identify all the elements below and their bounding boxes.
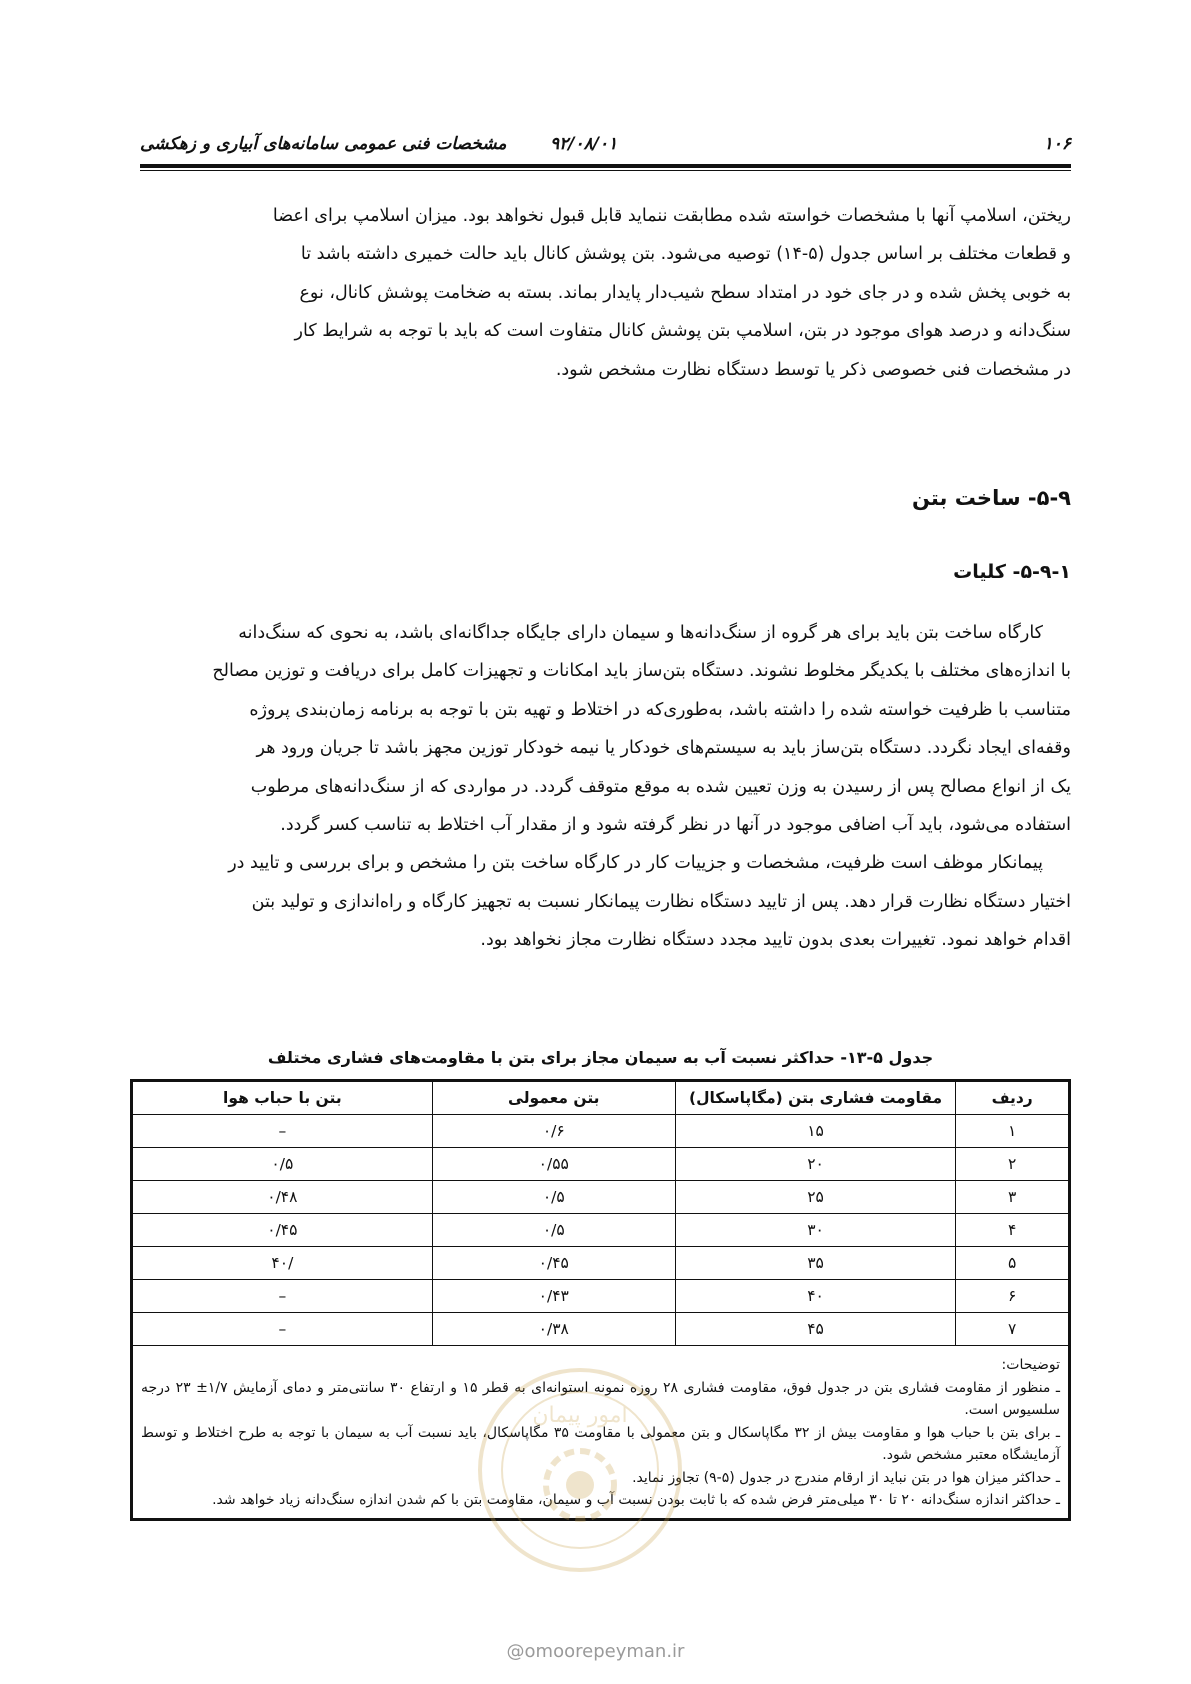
table-caption: جدول ۵-۱۳- حداکثر نسبت آب به سیمان مجاز برای بتن با مقاومت‌های فشاری مختلف — [267, 1048, 934, 1067]
table-row — [133, 1280, 1068, 1313]
table-cell: ۴۰ — [675, 1280, 956, 1313]
table-cell: ۰/۴۳ — [432, 1280, 675, 1313]
text-line: وقفه‌ای ایجاد نگردد. دستگاه بتن‌ساز باید به سیستم‌های خودکار یا نیمه خودکار توزین مجهز باشد تا جریان ورود هر — [256, 738, 1071, 759]
table-row — [133, 1247, 1068, 1280]
table-cell: ۳ — [956, 1181, 1068, 1214]
table-cell: ۰/۵ — [432, 1181, 675, 1214]
footer-url-text: omoorepeyman.ir — [524, 1641, 685, 1662]
table-cell: ۲ — [956, 1148, 1068, 1181]
table-cell: ۰/۶ — [432, 1115, 675, 1148]
table-cell: ۰/۴۵ — [432, 1247, 675, 1280]
table-cell: ۰/۴۵ — [133, 1214, 432, 1247]
text-line: و قطعات مختلف بر اساس جدول (۵-۱۴) توصیه می‌شود. بتن پوشش کانال باید حالت خمیری داشته باشد تا — [300, 244, 1071, 265]
text-line: متناسب با ظرفیت خواسته شده را داشته باشد، به‌طوری‌که در اختلاط و تهیه بتن با توجه به برنامه زمان‌بندی پروژه — [249, 699, 1071, 720]
table-cell: ۳۰ — [675, 1214, 956, 1247]
table-cell: ۰/۳۸ — [432, 1313, 675, 1346]
table-cell: ۲۰ — [675, 1148, 956, 1181]
notes-title: توضیحات: — [1001, 1357, 1060, 1373]
header-date: ۹۲/۰۸/۰۱ — [550, 134, 618, 154]
body-paragraph — [140, 614, 1071, 960]
table-row — [133, 1115, 1068, 1148]
table-cell: ۶ — [956, 1280, 1068, 1313]
footer-url — [0, 1641, 1191, 1662]
text-line: ریختن، اسلامپ آنها با مشخصات خواسته شده مطابقت ننماید قابل قبول نخواهد بود. میزان اسلامپ برای اعضا — [272, 206, 1071, 226]
table-row — [133, 1214, 1068, 1247]
table-cell: /۴۰ — [133, 1247, 432, 1280]
table-cell: ۱ — [956, 1115, 1068, 1148]
table-cell: ۵ — [956, 1247, 1068, 1280]
page-header — [140, 128, 1071, 164]
text-line: اقدام خواهد نمود. تغییرات بعدی بدون تایید مجدد دستگاه نظارت مجاز نخواهد بود. — [480, 930, 1071, 951]
header-title: مشخصات فنی عمومی سامانه‌های آبیاری و زهکشی — [140, 134, 507, 154]
table-cell: – — [133, 1280, 432, 1313]
text-line: استفاده می‌شود، باید آب اضافی موجود در آنها در نظر گرفته شود و از مقدار آب اختلاط به تناسب کسر گردد. — [280, 815, 1071, 836]
header-cell: ردیف — [956, 1082, 1068, 1115]
table-cell: ۰/۵۵ — [432, 1148, 675, 1181]
intro-paragraph — [140, 197, 1071, 389]
watermark-logo — [470, 1360, 690, 1580]
table-cell: ۳۵ — [675, 1247, 956, 1280]
table-cell: ۱۵ — [675, 1115, 956, 1148]
table-cell: ۰/۴۸ — [133, 1181, 432, 1214]
note-item: ـ برای بتن با حباب هوا و مقاومت بیش از ۳۲ مگاپاسکال و بتن معمولی با مقاومت ۳۵ مگاپاسکال، باید نسبت آب به سیمان با توجه به طرح اختلاط و توسط آزمایشگاه معتبر مشخص شود. — [141, 1424, 1061, 1463]
table-cell: ۲۵ — [675, 1181, 956, 1214]
text-line: به خوبی پخش شده و در جای خود در امتداد سطح شیب‌دار پایدار بماند. بسته به ضخامت پوشش کانال، نوع — [299, 282, 1071, 303]
table-cell: ۴۵ — [675, 1313, 956, 1346]
note-item: ـ حداکثر میزان هوا در بتن نباید از ارقام مندرج در جدول (۵-۹) تجاوز نماید. — [632, 1469, 1060, 1486]
table-cell: ۷ — [956, 1313, 1068, 1346]
header-rule-thick — [140, 164, 1071, 168]
header-cell: بتن معمولی — [432, 1082, 675, 1115]
table-row — [133, 1313, 1068, 1346]
table-cell: – — [133, 1313, 432, 1346]
page-number: ۱۰۶ — [1043, 134, 1071, 154]
section-heading: ۵-۹- ساخت بتن — [912, 486, 1071, 510]
text-line: سنگ‌دانه و درصد هوای موجود در بتن، اسلامپ بتن پوشش کانال متفاوت است که باید با توجه به شرایط کار — [294, 321, 1071, 342]
text-line: یک از انواع مصالح پس از رسیدن به وزن تعیین شده به موقع متوقف گردد. در مواردی که از سنگ‌دانه‌های مرطوب — [250, 776, 1071, 797]
table-cell: ۰/۵ — [432, 1214, 675, 1247]
table-cell: ۰/۵ — [133, 1148, 432, 1181]
note-item: ـ حداکثر اندازه سنگ‌دانه ۲۰ تا ۳۰ میلی‌متر فرض شده که با ثابت بودن نسبت آب و سیمان، مقاومت بتن با کم شدن اندازه سنگ‌دانه زیاد خواهد شد. — [212, 1492, 1060, 1508]
table-header-row — [133, 1082, 1068, 1115]
text-line: در مشخصات فنی خصوصی ذکر یا توسط دستگاه نظارت مشخص شود. — [555, 359, 1071, 380]
text-line: کارگاه ساخت بتن باید برای هر گروه از سنگ‌دانه‌ها و سیمان دارای جایگاه جداگانه‌ای باشد، به نحوی که سنگ‌دانه — [238, 623, 1043, 643]
header-cell: بتن با حباب هوا — [133, 1082, 432, 1115]
header-rule-thin — [140, 170, 1071, 171]
table-cell: – — [133, 1115, 432, 1148]
note-item: ـ منظور از مقاومت فشاری بتن در جدول فوق، مقاومت فشاری ۲۸ روزه نمونه استوانه‌ای به قطر ۱۵ و ارتفاع ۳۰ سانتی‌متر و دمای آزمایش ۱/۷± ۲۳ درجه سلسیوس است. — [141, 1379, 1060, 1418]
text-line: اختیار دستگاه نظارت قرار دهد. پس از تایید دستگاه نظارت پیمانکار نسبت به تجهیز کارگاه و راه‌اندازی و تولید بتن — [251, 891, 1071, 912]
table-row — [133, 1148, 1068, 1181]
watermark-text: امور پیمان — [532, 1403, 628, 1428]
header-cell: مقاومت فشاری بتن (مگاپاسکال) — [675, 1082, 956, 1115]
table-row — [133, 1181, 1068, 1214]
table-cell: ۴ — [956, 1214, 1068, 1247]
at-icon: @ — [506, 1641, 525, 1662]
text-line: پیمانکار موظف است ظرفیت، مشخصات و جزییات کار در کارگاه ساخت بتن را مشخص و برای بررسی و تایید در — [228, 853, 1043, 874]
text-line: با اندازه‌های مختلف با یکدیگر مخلوط نشوند. دستگاه بتن‌ساز باید امکانات و تجهیزات کامل برای دریافت و توزین مصالح — [212, 661, 1071, 682]
subsection-heading: ۵-۹-۱- کلیات — [953, 561, 1071, 583]
